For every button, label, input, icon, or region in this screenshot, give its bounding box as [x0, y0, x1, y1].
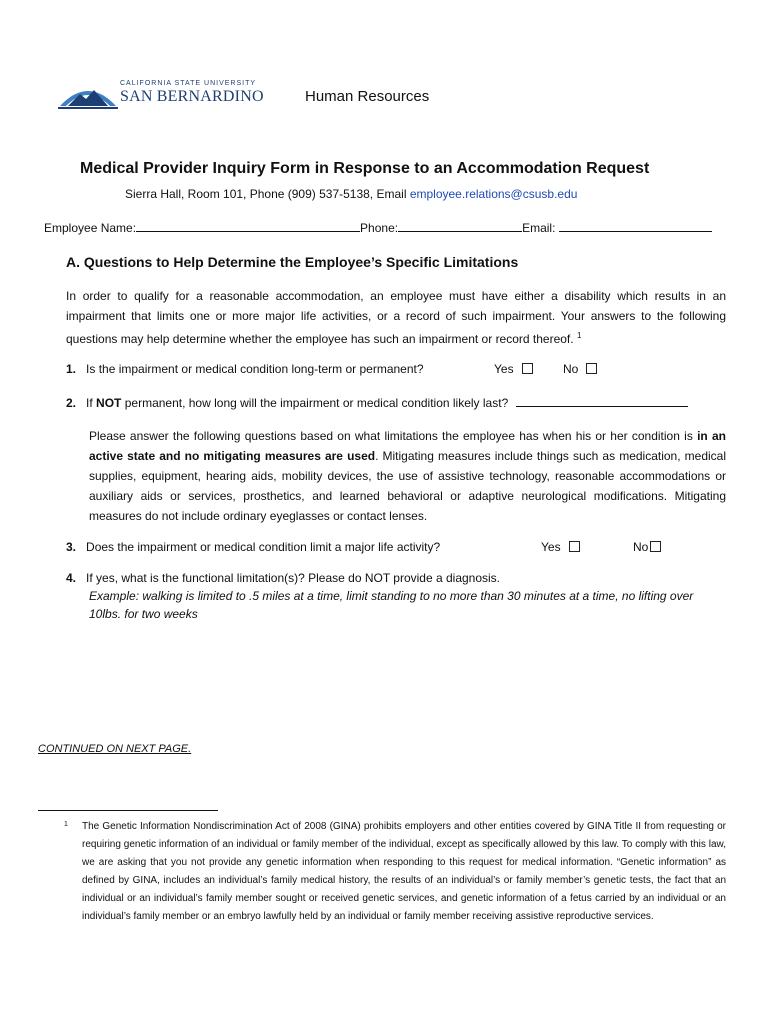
- question-2: [66, 395, 688, 410]
- q4-text: If yes, what is the functional limitation(s)? Please do NOT provide a diagnosis.: [86, 571, 501, 585]
- q3-text: Does the impairment or medical condition limit a major life activity?: [86, 540, 441, 554]
- employee-name-label: Employee Name:: [44, 221, 137, 235]
- email-field[interactable]: [559, 220, 712, 232]
- q2-number: 2.: [66, 396, 77, 410]
- csusb-logo: [58, 78, 264, 110]
- section-a-title: A. Questions to Help Determine the Employee’s Specific Limitations: [66, 254, 519, 270]
- contact-email-link[interactable]: employee.relations@csusb.edu: [409, 187, 578, 201]
- q4-number: 4.: [66, 571, 77, 585]
- footnote-ref: 1: [576, 331, 582, 340]
- q3-yes-checkbox[interactable]: [569, 541, 580, 552]
- q1-no-label: No: [563, 362, 579, 376]
- q3-number: 3.: [66, 540, 77, 554]
- phone-label: Phone:: [360, 221, 399, 235]
- intro-text: In order to qualify for a reasonable accommodation, an employee must have either a disability which results in an impairment that limits one or more major life activities, or a record of such impairment. Your answers to the following questions may help determine whether the employee has such an impairment or record thereof.: [66, 289, 726, 346]
- question-3: [66, 540, 440, 554]
- phone-field[interactable]: [398, 220, 522, 232]
- q1-yes-checkbox[interactable]: [522, 363, 533, 374]
- mountain-logo-icon: [58, 78, 118, 110]
- q2-duration-field[interactable]: [516, 395, 688, 407]
- footnote-number: 1: [64, 821, 68, 828]
- footnote-divider: [38, 810, 218, 811]
- form-title: Medical Provider Inquiry Form in Response to an Accommodation Request: [80, 160, 650, 177]
- q1-no-checkbox[interactable]: [586, 363, 597, 374]
- q3-yes-option[interactable]: [541, 540, 580, 554]
- q3-no-label: No: [633, 540, 649, 554]
- q2-pre: If: [86, 396, 97, 410]
- continued-notice: CONTINUED ON NEXT PAGE.: [38, 743, 192, 755]
- q3-yes-label: Yes: [541, 540, 561, 554]
- employee-name-field[interactable]: [136, 220, 360, 232]
- q1-no-option[interactable]: [563, 362, 597, 376]
- q3-no-option[interactable]: [633, 540, 661, 554]
- footnote: [64, 818, 726, 926]
- note-post: . Mitigating measures include things such as medication, medical supplies, equipment, hearing aids, mobility devices, the use of assistive technology, reasonable accommodations or auxiliary aids or services, prosthetics, and learned behavioral or adaptive neurological modifications. Mitigating measures do not include ordinary eyeglasses or contact lenses.: [89, 449, 727, 523]
- q1-text: Is the impairment or medical condition long-term or permanent?: [86, 362, 424, 376]
- question-1: [66, 362, 424, 376]
- q4-answer-area[interactable]: [89, 630, 726, 730]
- section-a-intro: [66, 286, 726, 349]
- email-label: Email:: [522, 221, 556, 235]
- contact-text: Sierra Hall, Room 101, Phone (909) 537-5138, Email: [125, 187, 410, 201]
- logo-campus-text: SAN BERNARDINO: [120, 88, 264, 105]
- note-bold: in an active state and no mitigating measures are used: [89, 429, 726, 463]
- q2-bold: NOT: [96, 396, 122, 410]
- department-title: Human Resources: [305, 88, 430, 105]
- q1-number: 1.: [66, 362, 77, 376]
- contact-line: [125, 187, 577, 201]
- mitigating-measures-note: [89, 426, 726, 526]
- q2-text: permanent, how long will the impairment or medical condition likely last?: [121, 396, 509, 410]
- note-pre: Please answer the following questions based on what limitations the employee has when his or her condition is: [89, 429, 698, 443]
- q4-example: Example: walking is limited to .5 miles at a time, limit standing to no more than 30 minutes at a time, no lifting over 10lbs. for two weeks: [89, 589, 694, 621]
- logo-university-text: CALIFORNIA STATE UNIVERSITY: [120, 80, 257, 87]
- q1-yes-option[interactable]: [494, 362, 533, 376]
- footnote-text: The Genetic Information Nondiscrimination Act of 2008 (GINA) prohibits employers and other entities covered by GINA Title II from requesting or requiring genetic information of an individual or family member of the individual, except as specifically allowed by this law. To comply with this law, we are asking that you not provide any genetic information when responding to this request for medical information. “Genetic information” as defined by GINA, includes an individual’s family medical history, the results of an individual’s or family member’s genetic tests, the fact that an individual or an individual’s family member sought or received genetic services, and genetic information of a fetus carried by an individual or an individual’s family member or an embryo lawfully held by an individual or family member receiving assistive reproductive services.: [82, 821, 726, 922]
- q3-no-checkbox[interactable]: [650, 541, 661, 552]
- q1-yes-label: Yes: [494, 362, 514, 376]
- question-4: [66, 571, 500, 585]
- employee-info-line: [44, 220, 712, 235]
